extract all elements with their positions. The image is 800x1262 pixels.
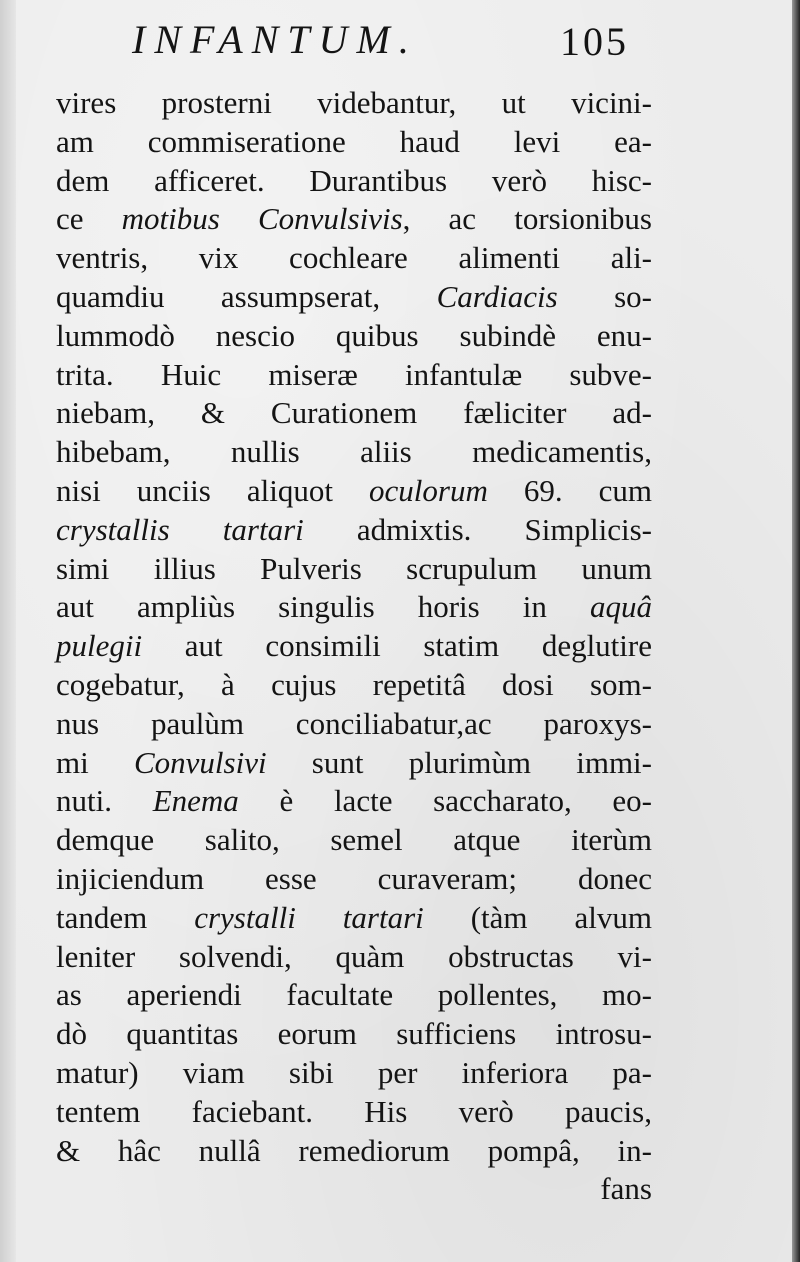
text-run: nisi unciis aliquot xyxy=(56,472,370,508)
italic-text-run: crystalli tartari xyxy=(194,899,424,935)
text-line xyxy=(56,938,652,977)
text-run: tandem xyxy=(56,899,195,935)
text-line xyxy=(56,550,652,589)
text-line xyxy=(56,1170,652,1209)
text-line xyxy=(56,588,652,627)
text-run: niebam, & Curationem fæliciter ad- xyxy=(56,395,652,431)
text-line xyxy=(56,899,652,938)
text-run: dem afficeret. Durantibus verò hisc- xyxy=(56,162,652,198)
text-run: & hâc nullâ remediorum pompâ, in- xyxy=(56,1132,652,1168)
text-run: ce xyxy=(56,201,122,237)
text-run: cogebatur, à cujus repetitâ dosi som- xyxy=(56,666,652,702)
text-line xyxy=(56,200,652,239)
text-line xyxy=(56,433,652,472)
text-line xyxy=(56,976,652,1015)
text-run: tentem faciebant. His verò paucis, xyxy=(56,1093,652,1129)
text-run: è lacte saccharato, eo- xyxy=(238,783,652,819)
text-run: nus paulùm conciliabatur,ac paroxys- xyxy=(56,705,652,741)
text-line xyxy=(56,860,652,899)
text-run: mi xyxy=(56,744,134,780)
text-run: lummodò nescio quibus subindè enu- xyxy=(56,317,652,353)
text-run: injiciendum esse curaveram; donec xyxy=(56,860,652,896)
text-run: dò quantitas eorum sufficiens introsu- xyxy=(56,1016,652,1052)
text-line xyxy=(56,1132,652,1171)
text-line xyxy=(56,317,652,356)
text-line xyxy=(56,705,652,744)
text-line xyxy=(56,821,652,860)
page-gutter-shadow xyxy=(0,0,16,1262)
text-run: aut ampliùs singulis horis in xyxy=(56,589,590,625)
italic-text-run: motibus Convulsivis xyxy=(121,201,403,237)
italic-text-run: crystallis tartari xyxy=(56,511,304,547)
text-run: ventris, vix cochleare alimenti ali- xyxy=(56,240,652,276)
text-line xyxy=(56,472,652,511)
text-line xyxy=(56,394,652,433)
italic-text-run: aquâ xyxy=(590,589,652,625)
text-run: admixtis. Simplicis- xyxy=(303,511,652,547)
text-run: simi illius Pulveris scrupulum unum xyxy=(56,550,652,586)
italic-text-run: Cardiacis xyxy=(436,278,558,314)
text-run: trita. Huic miseræ infantulæ subve- xyxy=(56,356,652,392)
text-line xyxy=(56,356,652,395)
text-run: nuti. xyxy=(56,783,153,819)
text-run: leniter solvendi, quàm obstructas vi- xyxy=(56,938,652,974)
text-line xyxy=(56,1015,652,1054)
text-line xyxy=(56,278,652,317)
text-line xyxy=(56,744,652,783)
text-run: 69. cum xyxy=(487,472,653,508)
running-title: INFANTUM. xyxy=(132,17,418,62)
text-line xyxy=(56,123,652,162)
body-text xyxy=(56,84,652,1209)
text-line xyxy=(56,162,652,201)
text-line xyxy=(56,627,652,666)
text-run: hibebam, nullis aliis medicamentis, xyxy=(56,434,652,470)
text-line xyxy=(56,782,652,821)
text-run: as aperiendi facultate pollentes, mo- xyxy=(56,977,652,1013)
text-run: , ac torsionibus xyxy=(402,201,652,237)
text-line xyxy=(56,511,652,550)
text-run: quamdiu assumpserat, xyxy=(56,278,437,314)
text-run: vires prosterni videbantur, ut vicini- xyxy=(56,85,652,120)
page-header xyxy=(0,14,800,84)
page-number: 105 xyxy=(560,19,629,64)
italic-text-run: oculorum xyxy=(369,472,488,508)
text-run: sunt plurimùm immi- xyxy=(266,744,652,780)
italic-text-run: Convulsivi xyxy=(133,744,267,780)
text-line xyxy=(56,1093,652,1132)
text-run: so- xyxy=(557,278,652,314)
italic-text-run: pulegii xyxy=(56,628,143,664)
text-line xyxy=(56,84,652,123)
text-run: demque salito, semel atque iterùm xyxy=(56,822,652,858)
text-line xyxy=(56,239,652,278)
text-run: am commiseratione haud levi ea- xyxy=(56,123,652,159)
text-run: (tàm alvum xyxy=(423,899,652,935)
italic-text-run: Enema xyxy=(152,783,239,819)
page-edge-shadow xyxy=(792,0,800,1262)
text-run: fans xyxy=(600,1171,652,1207)
text-line xyxy=(56,1054,652,1093)
text-line xyxy=(56,666,652,705)
text-run: aut consimili statim deglutire xyxy=(142,628,652,664)
text-run: matur) viam sibi per inferiora pa- xyxy=(56,1054,652,1090)
